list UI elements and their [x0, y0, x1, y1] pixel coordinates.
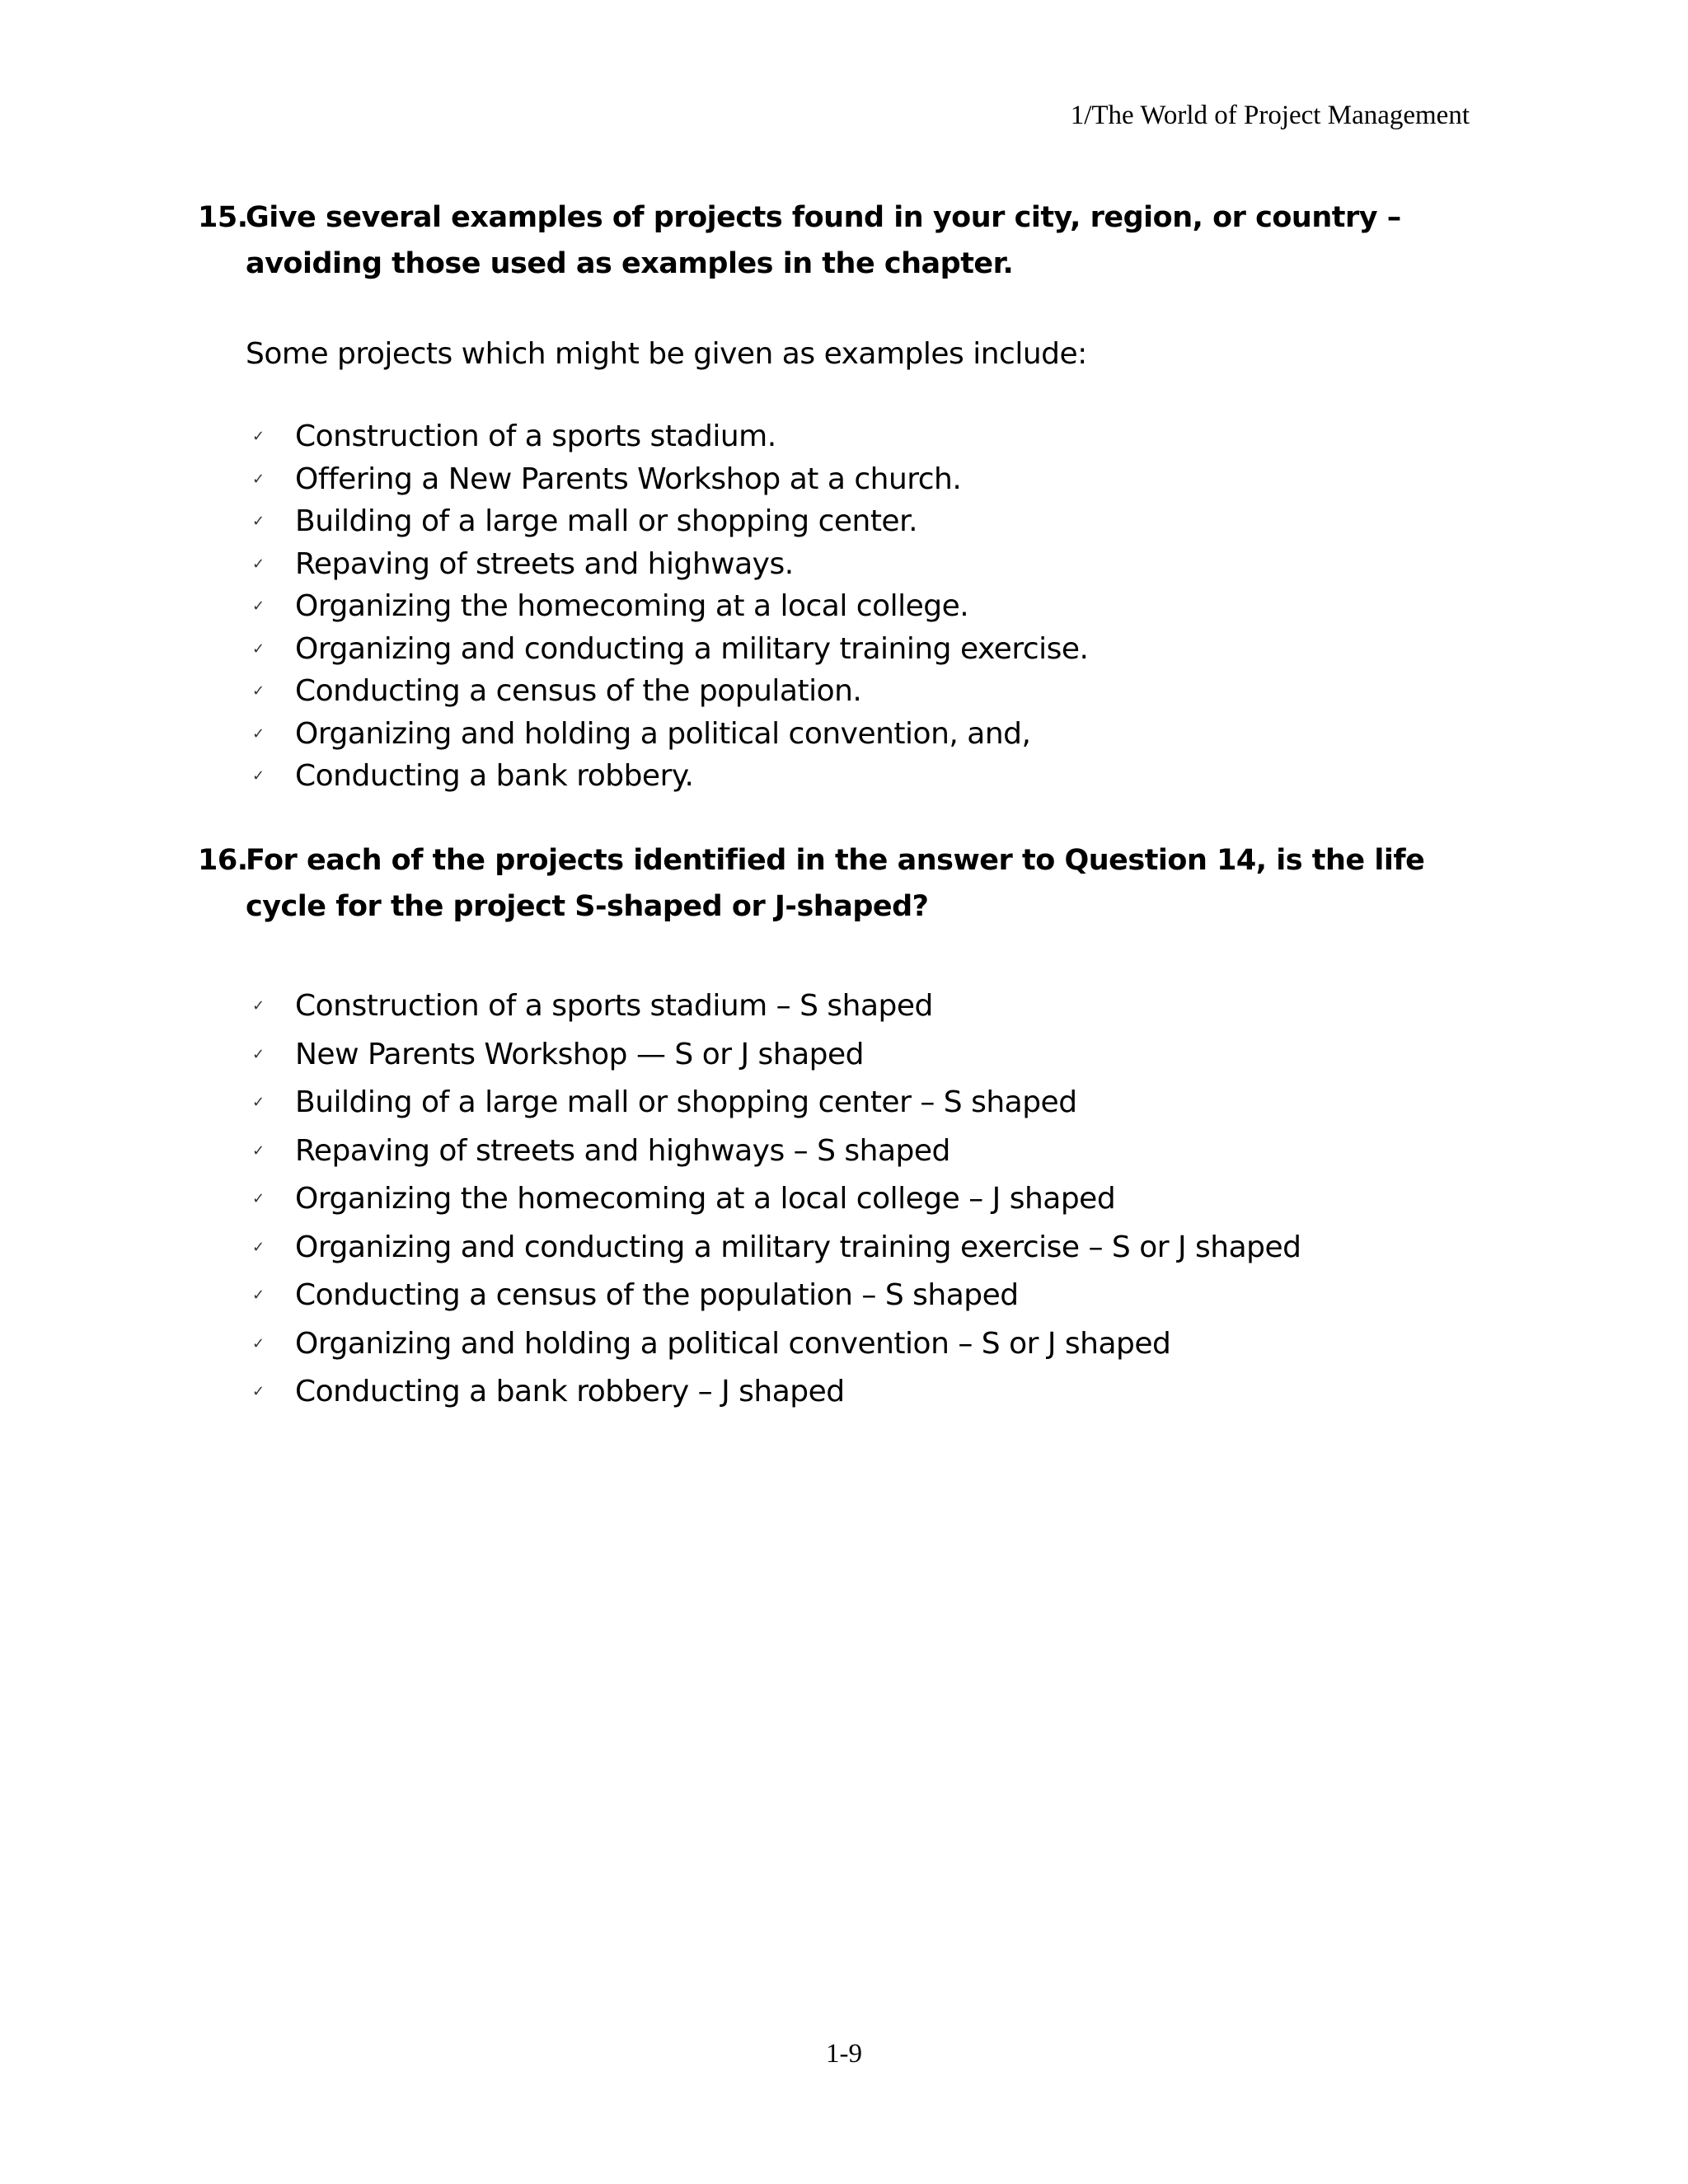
list-item — [246, 1079, 1301, 1127]
list-item-text: Organizing and holding a political convention, and, — [295, 716, 1031, 751]
checkmark-bullet-icon: ✓ — [252, 1190, 265, 1207]
checkmark-bullet-icon: ✓ — [252, 997, 265, 1015]
checkmark-bullet-icon: ✓ — [252, 1238, 265, 1256]
checkmark-bullet-icon: ✓ — [252, 513, 265, 530]
list-item-text: Conducting a census of the population – S shaped — [295, 1278, 1019, 1312]
list-item — [246, 1175, 1301, 1224]
checkmark-bullet-icon: ✓ — [252, 428, 265, 445]
list-item-text: Organizing the homecoming at a local college – J shaped — [295, 1182, 1116, 1216]
list-item — [246, 713, 1088, 756]
list-item — [246, 458, 1088, 501]
list-item — [246, 1368, 1301, 1417]
checkmark-bullet-icon: ✓ — [252, 682, 265, 700]
list-item-text: Building of a large mall or shopping center. — [295, 504, 918, 538]
list-item — [246, 670, 1088, 713]
list-item-text: Construction of a sports stadium. — [295, 419, 776, 453]
checkmark-bullet-icon: ✓ — [252, 1286, 265, 1304]
running-header: 1/The World of Project Management — [1070, 101, 1470, 130]
list-item-text: New Parents Workshop — S or J shaped — [295, 1037, 865, 1071]
list-item-text: Organizing and conducting a military training exercise – S or J shaped — [295, 1230, 1301, 1264]
list-item-text: Conducting a bank robbery – J shaped — [295, 1375, 845, 1408]
examples-list — [246, 415, 1088, 798]
checkmark-bullet-icon: ✓ — [252, 1383, 265, 1400]
list-item — [246, 543, 1088, 586]
checkmark-bullet-icon: ✓ — [252, 724, 265, 743]
list-item — [246, 500, 1088, 543]
page-number: 1-9 — [826, 2039, 862, 2069]
list-item-text: Offering a New Parents Workshop at a church. — [295, 462, 962, 496]
list-item-text: Conducting a bank robbery. — [295, 759, 694, 793]
question-text: For each of the projects identified in the answer to Question 14, is the life cycle for the project S-shaped or J-shaped? — [246, 844, 1425, 923]
list-item — [246, 982, 1301, 1031]
question-16 — [198, 837, 1484, 930]
list-item-text: Repaving of streets and highways – S shaped — [295, 1133, 950, 1168]
list-item-text: Organizing the homecoming at a local college. — [295, 589, 969, 623]
checkmark-bullet-icon: ✓ — [252, 555, 265, 573]
question-text: Give several examples of projects found in your city, region, or country – avoiding those used as examples in the chapter. — [246, 201, 1401, 280]
list-item-text: Conducting a census of the population. — [295, 674, 862, 708]
checkmark-bullet-icon: ✓ — [252, 598, 265, 615]
checkmark-bullet-icon: ✓ — [252, 1094, 265, 1111]
list-item — [246, 585, 1088, 628]
list-item — [246, 755, 1088, 798]
list-item — [246, 1031, 1301, 1080]
list-item — [246, 1127, 1301, 1176]
question-number: 16. — [198, 844, 248, 877]
list-item — [246, 628, 1088, 671]
checkmark-bullet-icon: ✓ — [252, 1334, 265, 1352]
list-item-text: Organizing and conducting a military training exercise. — [295, 631, 1089, 666]
checkmark-bullet-icon: ✓ — [252, 767, 265, 785]
list-item-text: Building of a large mall or shopping center – S shaped — [295, 1085, 1077, 1119]
list-item — [246, 415, 1088, 458]
question-15 — [198, 194, 1484, 287]
answer-intro: Some projects which might be given as examples include: — [246, 337, 1087, 371]
list-item — [246, 1320, 1301, 1369]
list-item — [246, 1272, 1301, 1320]
list-item-text: Repaving of streets and highways. — [295, 546, 794, 581]
life-cycle-list — [246, 982, 1301, 1417]
list-item-text: Organizing and holding a political convention – S or J shaped — [295, 1326, 1171, 1361]
list-item-text: Construction of a sports stadium – S shaped — [295, 989, 933, 1023]
list-item — [246, 1224, 1301, 1272]
checkmark-bullet-icon: ✓ — [252, 470, 265, 488]
checkmark-bullet-icon: ✓ — [252, 640, 265, 658]
question-number: 15. — [198, 201, 248, 234]
checkmark-bullet-icon: ✓ — [252, 1141, 265, 1160]
checkmark-bullet-icon: ✓ — [252, 1045, 265, 1063]
